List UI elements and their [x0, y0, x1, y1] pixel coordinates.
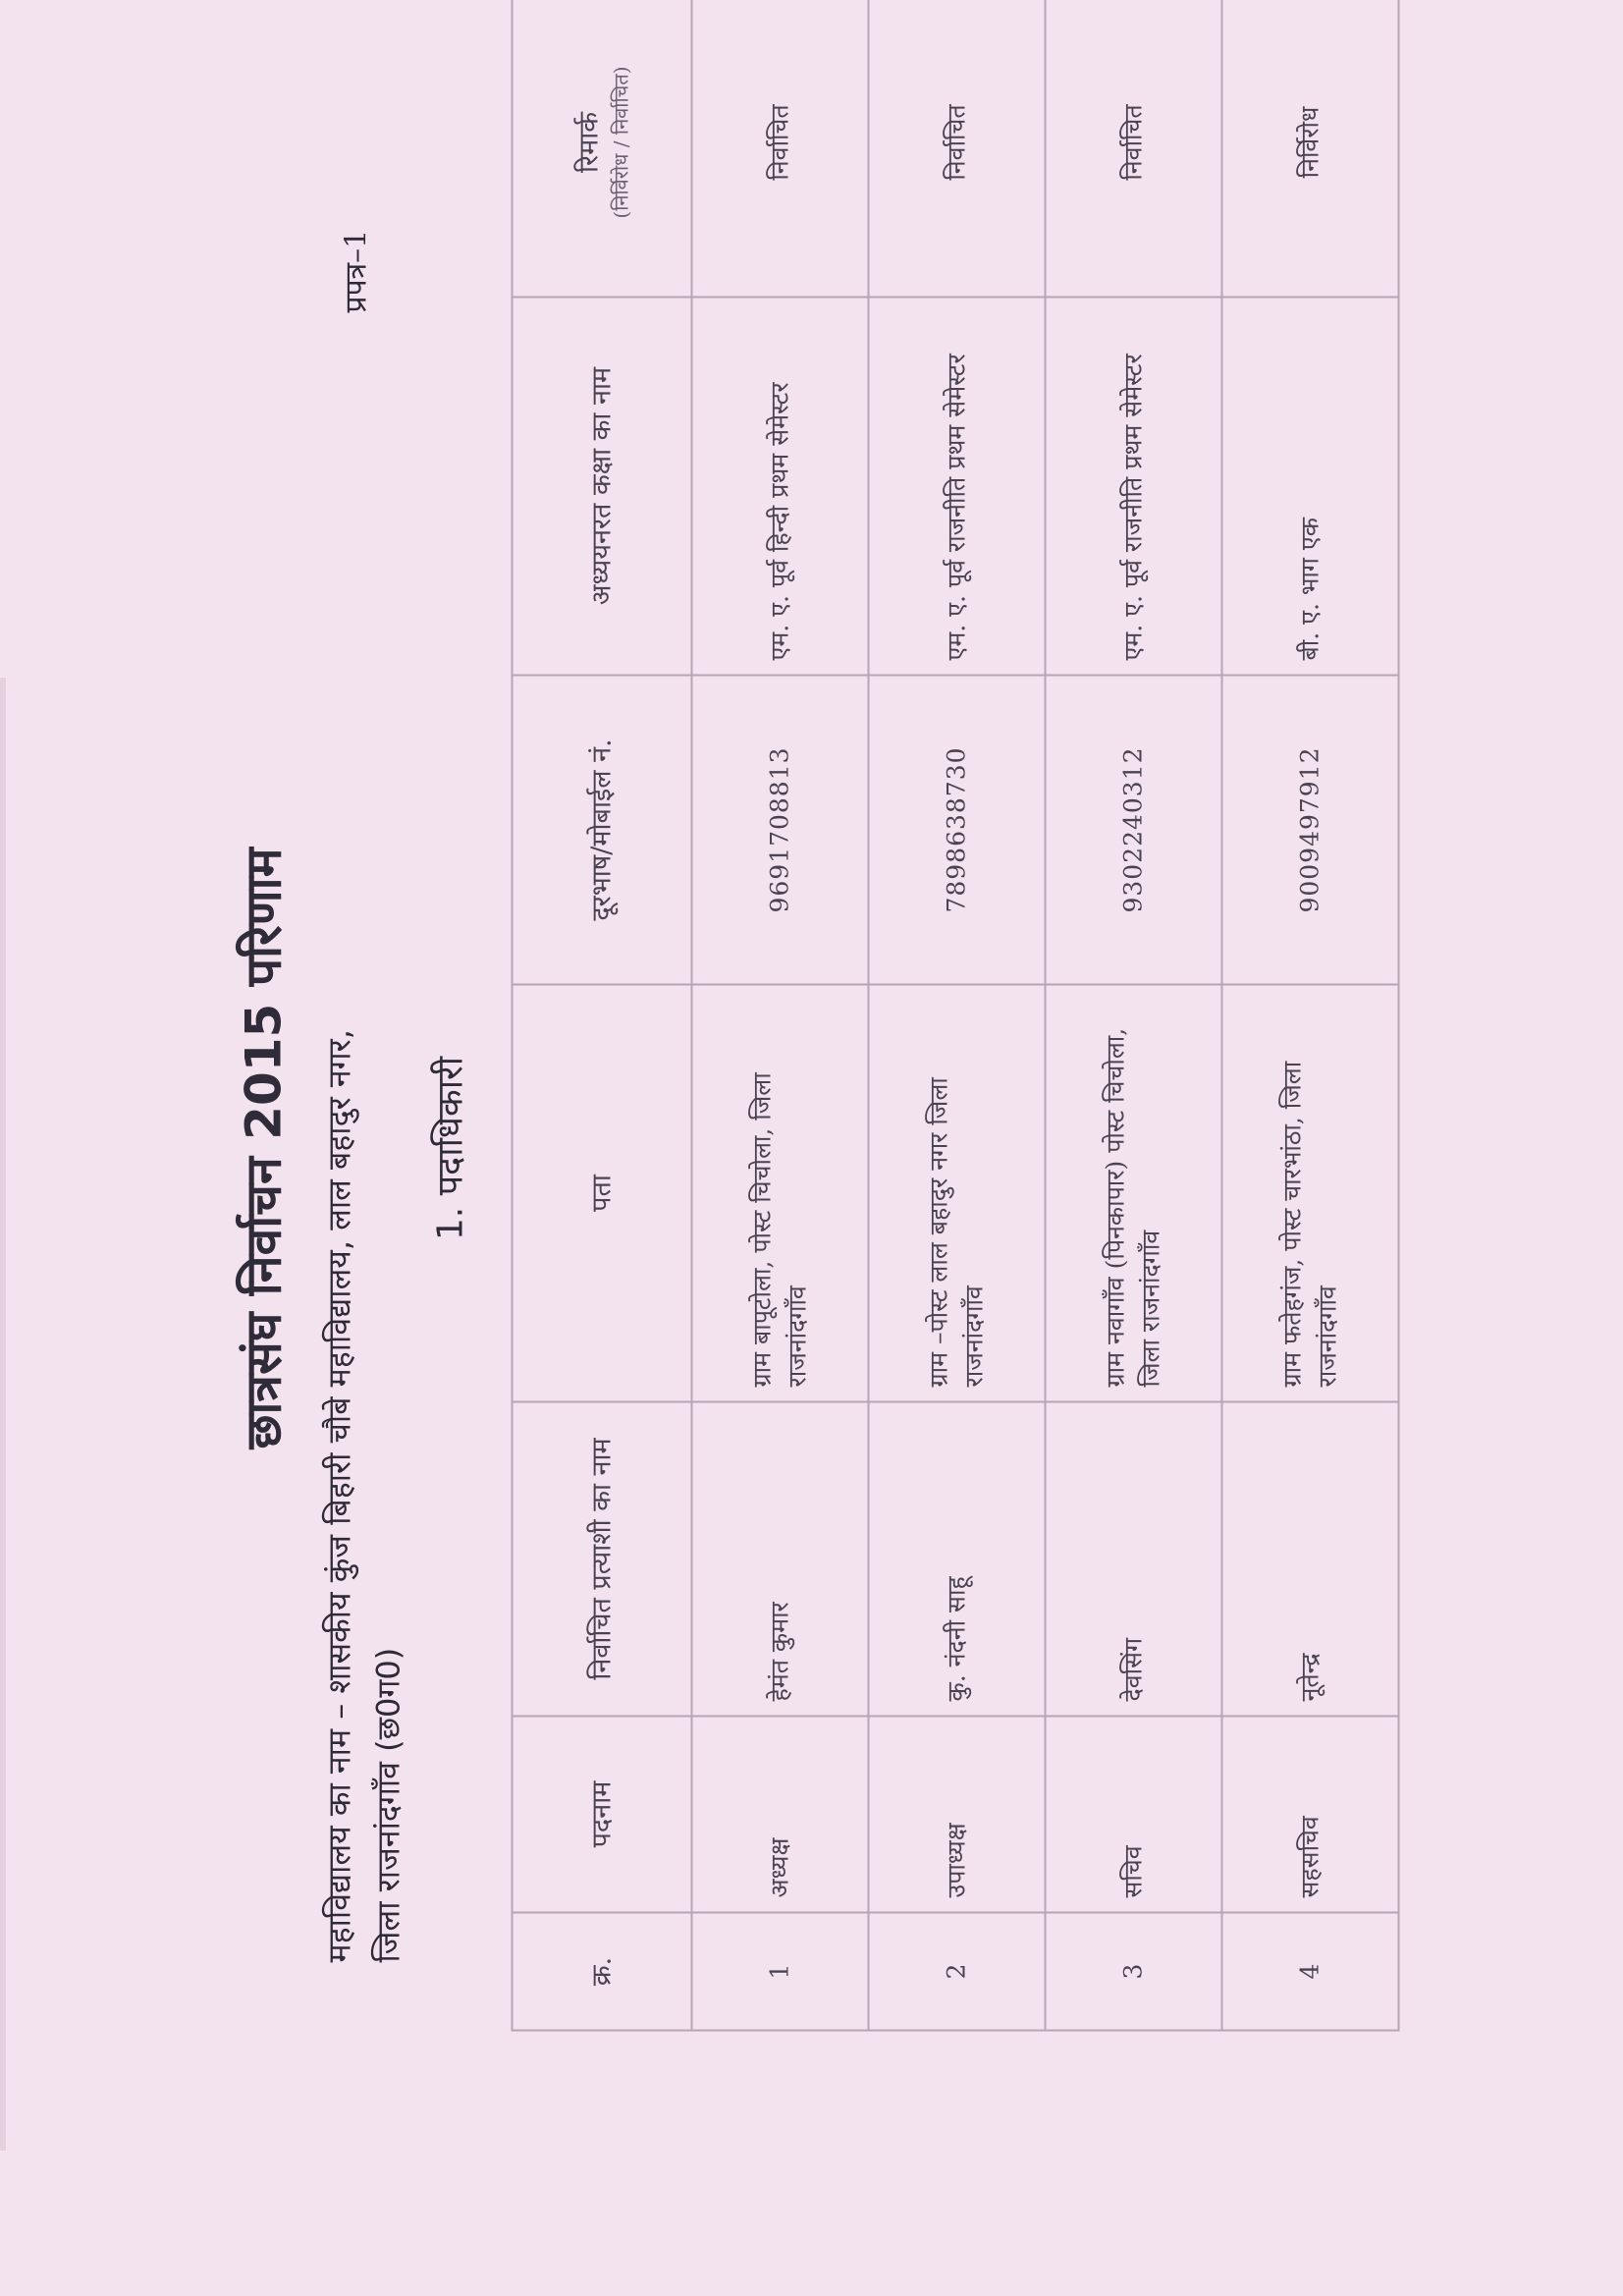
header-remark — [512, 0, 691, 297]
table-header-row — [512, 0, 691, 2030]
cell-phone: 9691708813 — [691, 675, 868, 984]
table-row — [868, 0, 1045, 2030]
results-table — [511, 0, 1399, 2031]
cell-post: सहसचिव — [1221, 1716, 1398, 1912]
header-phone: दूरभाष/मोबाईल नं. — [512, 675, 691, 984]
cell-phone: 9302240312 — [1045, 675, 1221, 984]
college-name — [314, 244, 412, 1962]
form-number: प्रपत्र–1 — [339, 229, 373, 312]
header-name: निर्वाचित प्रत्याशी का नाम — [512, 1401, 691, 1716]
cell-name: हेमंत कुमार — [691, 1401, 868, 1716]
header-sn: क्र. — [512, 1912, 691, 2030]
college-line-1: महाविद्यालय का नाम – शासकीय कुंज बिहारी चौबे महाविद्यालय, लाल बहादुर नगर, — [320, 1028, 357, 1962]
cell-remark: निर्विरोध — [1221, 0, 1398, 297]
page-title: छात्रसंघ निर्वाचन 2015 परिणाम — [235, 847, 292, 1449]
cell-remark: निर्वाचित — [1045, 0, 1221, 297]
table-row — [1221, 0, 1398, 2030]
cell-name: कु. नंदनी साहू — [868, 1401, 1045, 1716]
header-remark-label: रिमार्क — [572, 111, 604, 173]
header-address: पता — [512, 984, 691, 1401]
cell-post: सचिव — [1045, 1716, 1221, 1912]
cell-name: देवसिंग — [1045, 1401, 1221, 1716]
cell-sn: 1 — [691, 1912, 868, 2030]
cell-class: बी. ए. भाग एक — [1221, 297, 1398, 675]
cell-class: एम. ए. पूर्व राजनीति प्रथम सेमेस्टर — [868, 297, 1045, 675]
section-heading: 1. पदाधिकारी — [430, 1056, 470, 1240]
cell-post: अध्यक्ष — [691, 1716, 868, 1912]
table-row — [691, 0, 868, 2030]
cell-name: नूतेन्द्र — [1221, 1401, 1398, 1716]
cell-phone: 7898638730 — [868, 675, 1045, 984]
cell-address: ग्राम फतेहगंज, पोस्ट चारभांठा, जिला राजनांदगाँव — [1221, 984, 1398, 1401]
cell-address: ग्राम नवागाँव (पिनकापार) पोस्ट चिचोला, जिला राजनांदगाँव — [1045, 984, 1221, 1401]
table-row — [1045, 0, 1221, 2030]
cell-post: उपाध्यक्ष — [868, 1716, 1045, 1912]
header-post: पदनाम — [512, 1716, 691, 1912]
cell-class: एम. ए. पूर्व राजनीति प्रथम सेमेस्टर — [1045, 297, 1221, 675]
college-line-2: जिला राजनांदगाँव (छ0ग0) — [369, 1647, 406, 1962]
cell-sn: 3 — [1045, 1912, 1221, 2030]
cell-class: एम. ए. पूर्व हिन्दी प्रथम सेमेस्टर — [691, 297, 868, 675]
cell-sn: 2 — [868, 1912, 1045, 2030]
header-remark-sub: (निर्विरोध / निर्वाचित) — [608, 65, 632, 219]
cell-address: ग्राम –पोस्ट लाल बहादुर नगर जिला राजनांदगाँव — [868, 984, 1045, 1401]
cell-address: ग्राम बापूटोला, पोस्ट चिचोला, जिला राजनांदगाँव — [691, 984, 868, 1401]
cell-sn: 4 — [1221, 1912, 1398, 2030]
cell-phone: 9009497912 — [1221, 675, 1398, 984]
cell-remark: निर्वाचित — [868, 0, 1045, 297]
cell-remark: निर्वाचित — [691, 0, 868, 297]
header-class: अध्ययनरत कक्षा का नाम — [512, 297, 691, 675]
